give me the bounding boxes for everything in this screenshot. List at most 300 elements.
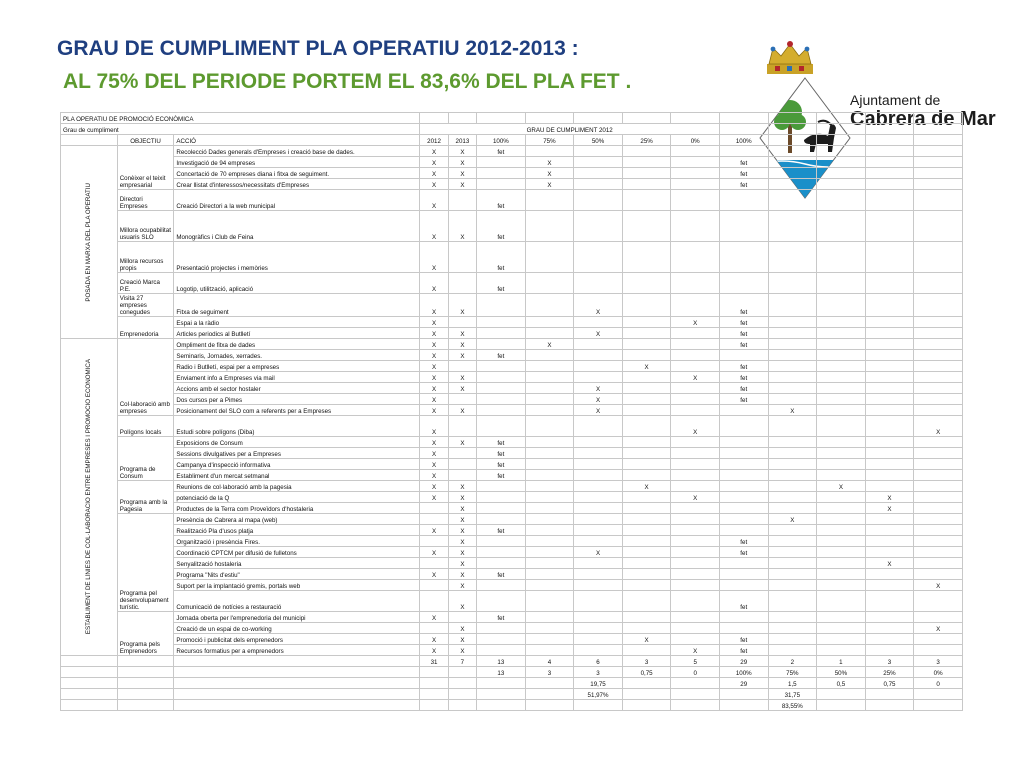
- value-cell: X: [420, 146, 448, 157]
- objectiu-cell: Creació Marca P.E.: [117, 273, 174, 294]
- value-cell: [719, 481, 768, 492]
- value-cell: [865, 645, 914, 656]
- empty-cell: [61, 667, 118, 678]
- value-cell: [768, 470, 817, 481]
- total-cell: 0,75: [622, 667, 671, 678]
- value-cell: [817, 536, 866, 547]
- value-cell: [622, 503, 671, 514]
- table-row: [61, 168, 963, 179]
- empty-cell: [174, 689, 420, 700]
- value-cell: [865, 481, 914, 492]
- table-row: [61, 383, 963, 394]
- total-cell: [865, 700, 914, 711]
- objectiu-cell: Col·laboració amb empreses: [117, 339, 174, 416]
- accio-cell: Espai a la ràdio: [174, 317, 420, 328]
- value-cell: X: [420, 211, 448, 242]
- value-cell: [914, 591, 963, 612]
- value-cell: [574, 339, 623, 350]
- value-cell: [525, 547, 574, 558]
- value-cell: [817, 190, 866, 211]
- value-cell: X: [448, 536, 476, 547]
- value-cell: [914, 179, 963, 190]
- value-cell: X: [420, 416, 448, 437]
- value-cell: X: [448, 350, 476, 361]
- objectiu-cell: Programa amb la Pagesia: [117, 481, 174, 514]
- accio-cell: Senyalització hostaleria: [174, 558, 420, 569]
- table-row: [61, 190, 963, 211]
- total-cell: 7: [448, 656, 476, 667]
- total-cell: [448, 667, 476, 678]
- value-cell: [671, 190, 720, 211]
- value-cell: [622, 591, 671, 612]
- table-row: [61, 591, 963, 612]
- total-cell: [914, 689, 963, 700]
- value-cell: X: [817, 481, 866, 492]
- value-cell: [865, 339, 914, 350]
- total-cell: 31: [420, 656, 448, 667]
- value-cell: [768, 591, 817, 612]
- value-cell: X: [448, 623, 476, 634]
- value-cell: [574, 211, 623, 242]
- value-cell: [914, 146, 963, 157]
- value-cell: [671, 211, 720, 242]
- total-cell: 1,5: [768, 678, 817, 689]
- value-cell: [448, 448, 476, 459]
- value-cell: [768, 416, 817, 437]
- value-cell: fet: [477, 459, 526, 470]
- table-row: [61, 273, 963, 294]
- col-header: 100%: [719, 135, 768, 146]
- total-cell: 29: [719, 656, 768, 667]
- value-cell: X: [448, 525, 476, 536]
- value-cell: [768, 372, 817, 383]
- total-cell: [525, 678, 574, 689]
- total-cell: [622, 689, 671, 700]
- table-row: [61, 242, 963, 273]
- col-header: 100%: [477, 135, 526, 146]
- empty-cell: [174, 667, 420, 678]
- value-cell: X: [525, 168, 574, 179]
- value-cell: [525, 580, 574, 591]
- value-cell: [865, 383, 914, 394]
- value-cell: [574, 591, 623, 612]
- value-cell: [914, 470, 963, 481]
- total-cell: 25%: [865, 667, 914, 678]
- value-cell: X: [448, 339, 476, 350]
- table-row: [61, 437, 963, 448]
- value-cell: [525, 645, 574, 656]
- total-cell: 29: [719, 678, 768, 689]
- table-row: [61, 405, 963, 416]
- value-cell: [865, 168, 914, 179]
- value-cell: [574, 558, 623, 569]
- value-cell: fet: [719, 294, 768, 317]
- value-cell: [865, 416, 914, 437]
- total-cell: 13: [477, 656, 526, 667]
- total-cell: 3: [525, 667, 574, 678]
- value-cell: [525, 623, 574, 634]
- value-cell: X: [420, 569, 448, 580]
- section-label: [61, 339, 118, 656]
- value-cell: X: [574, 394, 623, 405]
- value-cell: [719, 437, 768, 448]
- value-cell: X: [448, 294, 476, 317]
- page-title: GRAU DE CUMPLIMENT PLA OPERATIU 2012-2013 :: [57, 37, 579, 60]
- value-cell: [768, 459, 817, 470]
- value-cell: [622, 328, 671, 339]
- value-cell: [914, 317, 963, 328]
- page-subtitle: AL 75% DEL PERIODE PORTEM EL 83,6% DEL PLA FET .: [63, 70, 632, 93]
- empty-cell: [117, 667, 174, 678]
- value-cell: X: [448, 580, 476, 591]
- total-cell: [574, 700, 623, 711]
- value-cell: [865, 405, 914, 416]
- value-cell: [719, 211, 768, 242]
- value-cell: [865, 459, 914, 470]
- value-cell: [622, 569, 671, 580]
- value-cell: [768, 146, 817, 157]
- value-cell: [671, 459, 720, 470]
- value-cell: [574, 536, 623, 547]
- total-cell: [477, 678, 526, 689]
- total-cell: 4: [525, 656, 574, 667]
- value-cell: [817, 242, 866, 273]
- objectiu-header: OBJECTIU: [117, 135, 174, 146]
- value-cell: [865, 211, 914, 242]
- total-cell: [817, 689, 866, 700]
- value-cell: [622, 612, 671, 623]
- table-header-row-1: [61, 113, 963, 124]
- value-cell: [865, 612, 914, 623]
- empty-cell: [61, 656, 118, 667]
- value-cell: [622, 372, 671, 383]
- value-cell: [719, 242, 768, 273]
- empty-cell: [61, 678, 118, 689]
- value-cell: X: [448, 591, 476, 612]
- value-cell: [574, 634, 623, 645]
- value-cell: X: [574, 405, 623, 416]
- value-cell: [622, 405, 671, 416]
- accio-cell: Sessions divulgatives per a Empreses: [174, 448, 420, 459]
- value-cell: [622, 514, 671, 525]
- section-label-text: POSADA EN MARXA DEL PLA OPERATIU: [85, 182, 93, 302]
- value-cell: [622, 416, 671, 437]
- accio-cell: Coordinació CPTCM per difusió de fulletons: [174, 547, 420, 558]
- value-cell: [477, 416, 526, 437]
- value-cell: [768, 481, 817, 492]
- value-cell: [865, 190, 914, 211]
- value-cell: [574, 580, 623, 591]
- value-cell: [622, 383, 671, 394]
- value-cell: [719, 459, 768, 470]
- value-cell: fet: [719, 328, 768, 339]
- value-cell: [525, 416, 574, 437]
- value-cell: [448, 416, 476, 437]
- value-cell: [525, 459, 574, 470]
- value-cell: [719, 612, 768, 623]
- value-cell: [768, 242, 817, 273]
- value-cell: [525, 612, 574, 623]
- value-cell: [448, 470, 476, 481]
- value-cell: [477, 383, 526, 394]
- value-cell: [671, 328, 720, 339]
- accio-cell: Promoció i publicitat dels emprenedors: [174, 634, 420, 645]
- empty-cell: [174, 656, 420, 667]
- col-header: 2012: [420, 135, 448, 146]
- value-cell: [817, 146, 866, 157]
- value-cell: [768, 558, 817, 569]
- accio-cell: Jornada oberta per l'emprenedoria del municipi: [174, 612, 420, 623]
- empty-cell: [61, 689, 118, 700]
- value-cell: [574, 317, 623, 328]
- total-cell: 75%: [768, 667, 817, 678]
- table-row: [61, 470, 963, 481]
- table-row: [61, 481, 963, 492]
- value-cell: X: [914, 580, 963, 591]
- value-cell: [817, 394, 866, 405]
- value-cell: fet: [477, 242, 526, 273]
- value-cell: [574, 273, 623, 294]
- value-cell: [525, 317, 574, 328]
- accio-cell: Estudi sobre polígons (Diba): [174, 416, 420, 437]
- value-cell: [671, 361, 720, 372]
- total-cell: [525, 689, 574, 700]
- value-cell: [817, 211, 866, 242]
- value-cell: fet: [719, 383, 768, 394]
- total-cell: [914, 700, 963, 711]
- value-cell: [817, 383, 866, 394]
- value-cell: X: [448, 383, 476, 394]
- value-cell: X: [671, 416, 720, 437]
- value-cell: X: [448, 157, 476, 168]
- value-cell: [914, 242, 963, 273]
- value-cell: [817, 514, 866, 525]
- value-cell: [768, 525, 817, 536]
- logo-text-cabrera: Cabrera de Mar: [850, 108, 996, 130]
- empty-cell: [117, 656, 174, 667]
- value-cell: [622, 525, 671, 536]
- total-cell: 83,55%: [768, 700, 817, 711]
- total-cell: [671, 678, 720, 689]
- value-cell: [574, 242, 623, 273]
- value-cell: fet: [477, 273, 526, 294]
- value-cell: [914, 190, 963, 211]
- value-cell: [768, 339, 817, 350]
- totals-row: [61, 678, 963, 689]
- value-cell: X: [622, 481, 671, 492]
- value-cell: fet: [719, 372, 768, 383]
- value-cell: [574, 492, 623, 503]
- value-cell: [817, 294, 866, 317]
- value-cell: [671, 547, 720, 558]
- empty-cell: [61, 700, 118, 711]
- value-cell: fet: [719, 547, 768, 558]
- value-cell: [817, 350, 866, 361]
- value-cell: [477, 634, 526, 645]
- value-cell: [671, 481, 720, 492]
- value-cell: [768, 492, 817, 503]
- value-cell: [914, 394, 963, 405]
- table-row: [61, 211, 963, 242]
- value-cell: [622, 242, 671, 273]
- value-cell: [525, 591, 574, 612]
- value-cell: [671, 623, 720, 634]
- value-cell: [420, 514, 448, 525]
- value-cell: [914, 481, 963, 492]
- value-cell: [865, 580, 914, 591]
- value-cell: [768, 168, 817, 179]
- value-cell: [477, 405, 526, 416]
- value-cell: [817, 470, 866, 481]
- value-cell: X: [574, 294, 623, 317]
- value-cell: [525, 190, 574, 211]
- value-cell: [768, 503, 817, 514]
- value-cell: [719, 416, 768, 437]
- total-cell: 1: [817, 656, 866, 667]
- value-cell: [574, 514, 623, 525]
- total-cell: [420, 689, 448, 700]
- empty-cell: [174, 700, 420, 711]
- value-cell: [420, 580, 448, 591]
- value-cell: [817, 459, 866, 470]
- value-cell: [525, 405, 574, 416]
- value-cell: [671, 242, 720, 273]
- value-cell: fet: [719, 394, 768, 405]
- value-cell: [817, 273, 866, 294]
- value-cell: [574, 437, 623, 448]
- total-cell: [448, 700, 476, 711]
- value-cell: [574, 645, 623, 656]
- value-cell: [525, 350, 574, 361]
- value-cell: [622, 179, 671, 190]
- value-cell: X: [574, 383, 623, 394]
- value-cell: [914, 547, 963, 558]
- value-cell: [448, 394, 476, 405]
- total-cell: 0,75: [865, 678, 914, 689]
- value-cell: [574, 612, 623, 623]
- value-cell: [420, 536, 448, 547]
- value-cell: fet: [719, 157, 768, 168]
- value-cell: X: [420, 547, 448, 558]
- total-cell: [622, 700, 671, 711]
- col-header: [865, 135, 914, 146]
- value-cell: [671, 157, 720, 168]
- value-cell: [865, 623, 914, 634]
- value-cell: [477, 481, 526, 492]
- value-cell: [865, 634, 914, 645]
- value-cell: [622, 558, 671, 569]
- value-cell: [768, 634, 817, 645]
- value-cell: [671, 394, 720, 405]
- value-cell: X: [420, 190, 448, 211]
- table-row: [61, 634, 963, 645]
- section-label-text: ESTABLIMENT DE LÍNIES DE COL·LABORACIÓ ENTRE EMPRESES I PROMOCIÓ ECONÒMICA: [85, 359, 93, 635]
- value-cell: fet: [477, 350, 526, 361]
- value-cell: [768, 328, 817, 339]
- value-cell: [525, 481, 574, 492]
- accio-cell: Realització Pla d'usos platja: [174, 525, 420, 536]
- value-cell: X: [420, 317, 448, 328]
- value-cell: [477, 558, 526, 569]
- value-cell: [865, 157, 914, 168]
- value-cell: [622, 536, 671, 547]
- value-cell: [768, 569, 817, 580]
- value-cell: [817, 317, 866, 328]
- objectiu-cell: Programa pel desenvolupament turístic.: [117, 514, 174, 612]
- value-cell: [574, 470, 623, 481]
- value-cell: [622, 448, 671, 459]
- total-cell: [477, 700, 526, 711]
- accio-header: ACCIÓ: [174, 135, 420, 146]
- value-cell: [671, 470, 720, 481]
- value-cell: [525, 211, 574, 242]
- value-cell: X: [420, 634, 448, 645]
- value-cell: [865, 569, 914, 580]
- total-cell: [671, 700, 720, 711]
- value-cell: X: [622, 634, 671, 645]
- table-row: [61, 492, 963, 503]
- value-cell: X: [420, 168, 448, 179]
- value-cell: [574, 179, 623, 190]
- value-cell: X: [448, 372, 476, 383]
- value-cell: [622, 168, 671, 179]
- value-cell: fet: [719, 179, 768, 190]
- value-cell: [477, 547, 526, 558]
- value-cell: [477, 394, 526, 405]
- value-cell: [574, 416, 623, 437]
- value-cell: fet: [477, 569, 526, 580]
- table-row: [61, 350, 963, 361]
- accio-cell: Organització i presència Fires.: [174, 536, 420, 547]
- empty-cell: [117, 689, 174, 700]
- value-cell: X: [420, 339, 448, 350]
- value-cell: X: [420, 492, 448, 503]
- value-cell: X: [448, 328, 476, 339]
- value-cell: [914, 405, 963, 416]
- value-cell: X: [671, 317, 720, 328]
- accio-cell: Exposicions de Consum: [174, 437, 420, 448]
- plan-operatiu-table: [60, 112, 963, 711]
- objectiu-cell: Polígons locals: [117, 416, 174, 437]
- total-cell: 6: [574, 656, 623, 667]
- value-cell: [622, 645, 671, 656]
- value-cell: [525, 448, 574, 459]
- table-row: [61, 547, 963, 558]
- value-cell: [768, 448, 817, 459]
- total-cell: 19,75: [574, 678, 623, 689]
- value-cell: [865, 317, 914, 328]
- value-cell: [817, 372, 866, 383]
- total-cell: 50%: [817, 667, 866, 678]
- value-cell: [817, 623, 866, 634]
- value-cell: fet: [477, 190, 526, 211]
- value-cell: X: [914, 623, 963, 634]
- value-cell: [574, 361, 623, 372]
- value-cell: [448, 612, 476, 623]
- value-cell: [671, 580, 720, 591]
- value-cell: [914, 536, 963, 547]
- accio-cell: Radio i Butlletí, espai per a empreses: [174, 361, 420, 372]
- value-cell: [525, 294, 574, 317]
- total-cell: [865, 689, 914, 700]
- value-cell: [768, 190, 817, 211]
- value-cell: X: [420, 459, 448, 470]
- total-cell: [622, 678, 671, 689]
- accio-cell: Ompliment de fitxa de dades: [174, 339, 420, 350]
- col-header: 50%: [574, 135, 623, 146]
- table-row: [61, 317, 963, 328]
- value-cell: [914, 361, 963, 372]
